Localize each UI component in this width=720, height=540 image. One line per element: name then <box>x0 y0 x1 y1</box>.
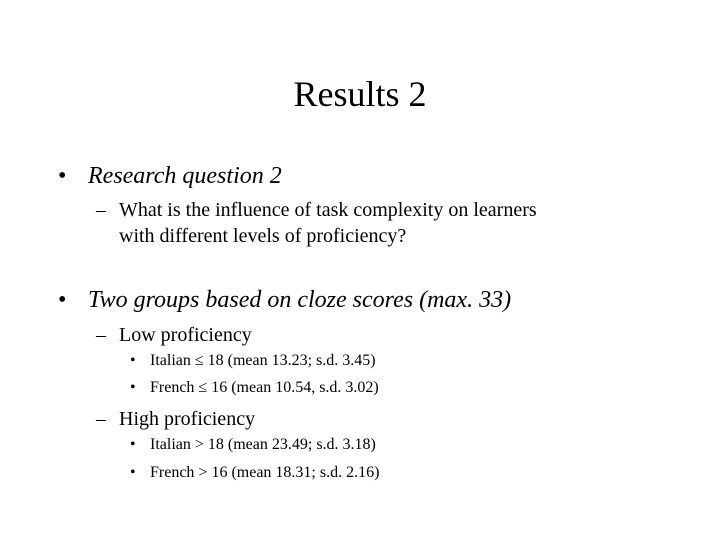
bullet-icon: • <box>130 379 136 396</box>
bullet-icon: • <box>130 352 136 369</box>
low-proficiency-label: Low proficiency <box>119 324 252 346</box>
research-question-text-line-2: with different levels of proficiency? <box>119 225 407 247</box>
dash-icon: – <box>96 324 106 346</box>
low-italian-item: Italian ≤ 18 (mean 13.23; s.d. 3.45) <box>150 352 376 369</box>
slide-title: Results 2 <box>293 74 427 114</box>
groups-heading: Two groups based on cloze scores (max. 33) <box>88 287 512 313</box>
dash-icon: – <box>96 408 106 430</box>
low-french-item: French ≤ 16 (mean 10.54, s.d. 3.02) <box>150 379 379 396</box>
high-italian-item: Italian > 18 (mean 23.49; s.d. 3.18) <box>150 436 376 453</box>
dash-icon: – <box>96 199 106 221</box>
bullet-icon: • <box>58 287 67 313</box>
bullet-icon: • <box>130 464 136 481</box>
high-proficiency-label: High proficiency <box>119 408 256 430</box>
research-question-text-line-1: What is the influence of task complexity on learners <box>119 199 537 221</box>
bullet-icon: • <box>130 436 136 453</box>
high-french-item: French > 16 (mean 18.31; s.d. 2.16) <box>150 464 380 481</box>
research-question-heading: Research question 2 <box>88 163 282 189</box>
bullet-icon: • <box>58 163 67 189</box>
